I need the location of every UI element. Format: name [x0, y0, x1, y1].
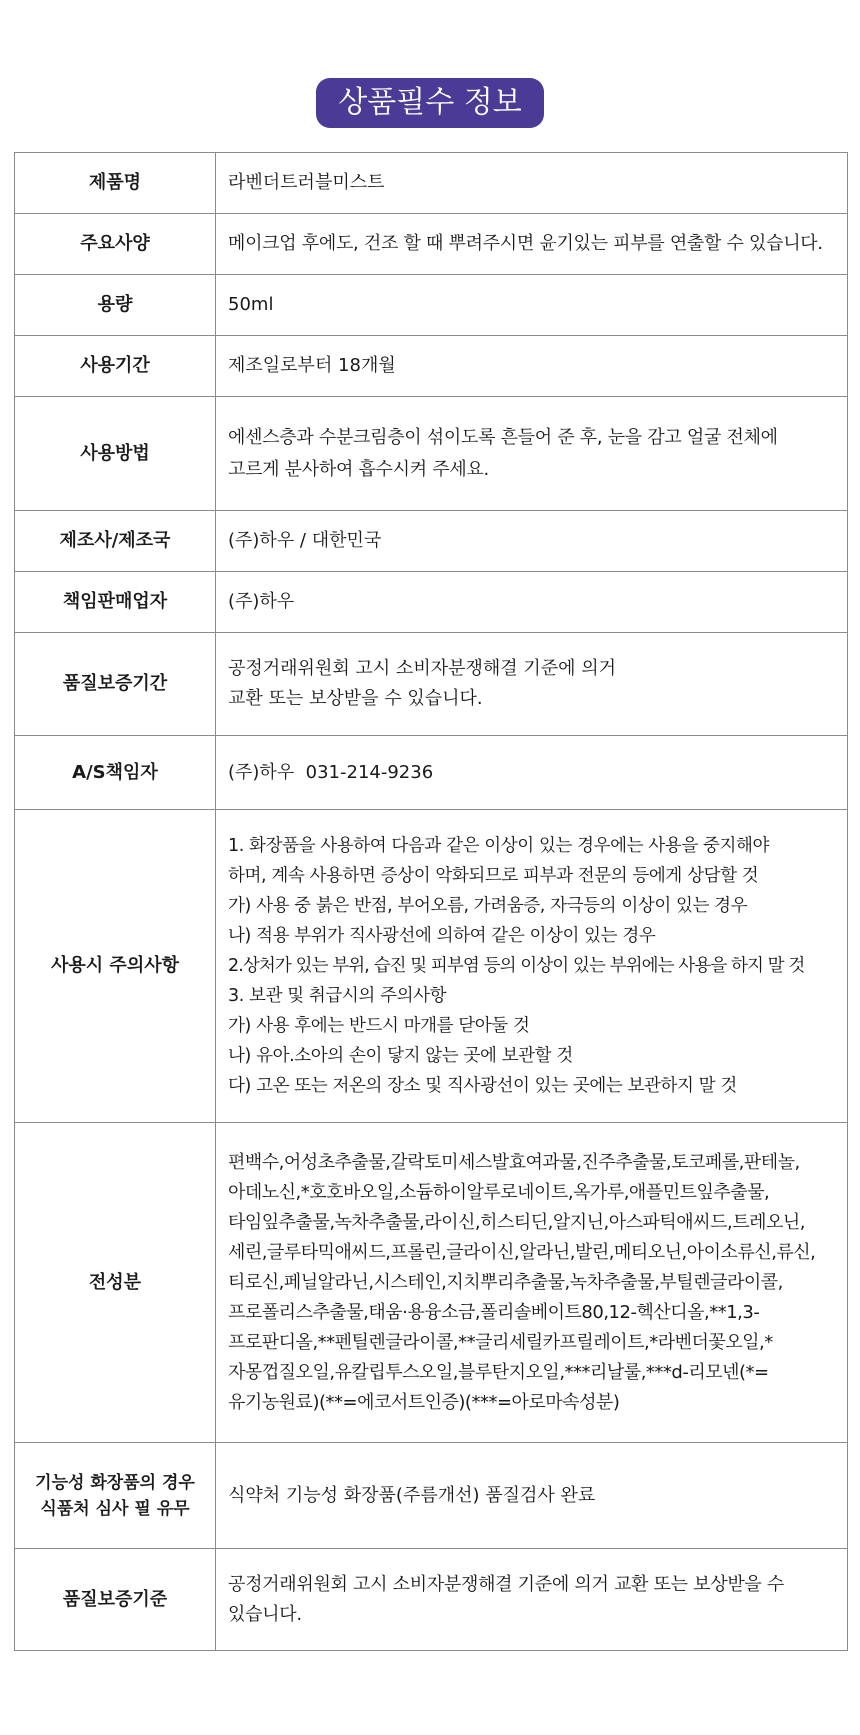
as-contact-label: A/S책임자 — [15, 736, 216, 810]
main-spec-value: 메이크업 후에도, 건조 할 때 뿌려주시면 윤기있는 피부를 연출할 수 있습니다. — [216, 214, 848, 275]
quality-period-line: 공정거래위원회 고시 소비자분쟁해결 기준에 의거 — [228, 658, 617, 679]
volume-label: 용량 — [15, 275, 216, 336]
product-name-label: 제품명 — [15, 153, 216, 214]
row-product-name — [15, 153, 848, 214]
usage-method-label: 사용방법 — [15, 397, 216, 511]
row-usage-method — [15, 397, 848, 511]
caution-line: 하며, 계속 사용하면 증상이 악화되므로 피부과 전문의 등에게 상담할 것 — [228, 866, 759, 886]
product-name-value: 라벤더트러블미스트 — [216, 153, 848, 214]
page-title: 상품필수 정보 — [316, 78, 543, 128]
functional-label-line: 식품처 심사 필 유무 — [40, 1498, 190, 1519]
usage-method-line: 에센스층과 수분크림층이 섞이도록 흔들어 준 후, 눈을 감고 얼굴 전체에 — [228, 426, 778, 448]
caution-line: 3. 보관 및 취급시의 주의사항 — [228, 986, 447, 1006]
manufacturer-value: (주)하우 / 대한민국 — [216, 511, 848, 572]
quality-period-value — [216, 633, 848, 736]
row-main-spec — [15, 214, 848, 275]
caution-line: 나) 유아.소아의 손이 닿지 않는 곳에 보관할 것 — [228, 1046, 573, 1066]
functional-label-line: 기능성 화장품의 경우 — [35, 1472, 195, 1493]
usage-period-label: 사용기간 — [15, 336, 216, 397]
quality-period-label: 품질보증기간 — [15, 633, 216, 736]
row-volume — [15, 275, 848, 336]
usage-method-value — [216, 397, 848, 511]
functional-value: 식약처 기능성 화장품(주름개선) 품질검사 완료 — [216, 1443, 848, 1549]
row-quality-period — [15, 633, 848, 736]
row-seller — [15, 572, 848, 633]
volume-value: 50ml — [216, 275, 848, 336]
caution-line: 2.상처가 있는 부위, 습진 및 피부염 등의 이상이 있는 부위에는 사용을 하지 말 것 — [228, 956, 805, 976]
functional-label — [15, 1443, 216, 1549]
row-quality-standard — [15, 1549, 848, 1651]
caution-line: 1. 화장품을 사용하여 다음과 같은 이상이 있는 경우에는 사용을 중지해야 — [228, 836, 770, 856]
row-ingredients — [15, 1123, 848, 1443]
usage-method-line: 고르게 분사하여 흡수시켜 주세요. — [228, 458, 489, 480]
title-wrapper — [0, 78, 860, 128]
seller-label: 책임판매업자 — [15, 572, 216, 633]
quality-standard-label: 품질보증기준 — [15, 1549, 216, 1651]
row-functional — [15, 1443, 848, 1549]
seller-value: (주)하우 — [216, 572, 848, 633]
row-manufacturer — [15, 511, 848, 572]
caution-label: 사용시 주의사항 — [15, 810, 216, 1123]
quality-period-line: 교환 또는 보상받을 수 있습니다. — [228, 688, 483, 709]
caution-value — [216, 810, 848, 1123]
caution-line: 다) 고온 또는 저온의 장소 및 직사광선이 있는 곳에는 보관하지 말 것 — [228, 1076, 737, 1096]
row-usage-period — [15, 336, 848, 397]
usage-period-value: 제조일로부터 18개월 — [216, 336, 848, 397]
row-as-contact — [15, 736, 848, 810]
quality-standard-value: 공정거래위원회 고시 소비자분쟁해결 기준에 의거 교환 또는 보상받을 수 있습니다. — [216, 1549, 848, 1651]
manufacturer-label: 제조사/제조국 — [15, 511, 216, 572]
as-contact-value: (주)하우 031-214-9236 — [216, 736, 848, 810]
ingredients-label: 전성분 — [15, 1123, 216, 1443]
caution-line: 가) 사용 중 붉은 반점, 부어오름, 가려움증, 자극등의 이상이 있는 경우 — [228, 896, 748, 916]
caution-line: 나) 적용 부위가 직사광선에 의하여 같은 이상이 있는 경우 — [228, 926, 656, 946]
product-info-table — [14, 152, 848, 1651]
main-spec-label: 주요사양 — [15, 214, 216, 275]
caution-line: 가) 사용 후에는 반드시 마개를 닫아둘 것 — [228, 1016, 530, 1036]
ingredients-value: 편백수,어성초추출물,갈락토미세스발효여과물,진주추출물,토코페롤,판테놀,아데노신,*호호바오일,소듐하이알루로네이트,옥가루,애플민트잎추출물,타임잎추출물,녹차추출물,라이신,히스티딘,알지닌,아스파틱애씨드,트레오닌,세린,글루타믹애씨드,프롤린,글라이신,알라닌,발린,메티오닌,아이소류신,류신,티로신,페닐알라닌,시스테인,지치뿌리추출물,녹차추출물,부틸렌글라이콜,프로폴리스추출물,태움·용융소금,폴리솔베이트80,12-헥산디올,**1,3-프로판디올,**펜틸렌글라이콜,**글리세릴카프릴레이트,*라벤더꽃오일,*자몽껍질오일,유칼립투스오일,블루탄지오일,***리날룰,***d-리모넨(*=유기농원료)(**=에코서트인증)(***=아로마속성분) — [216, 1123, 848, 1443]
row-caution — [15, 810, 848, 1123]
